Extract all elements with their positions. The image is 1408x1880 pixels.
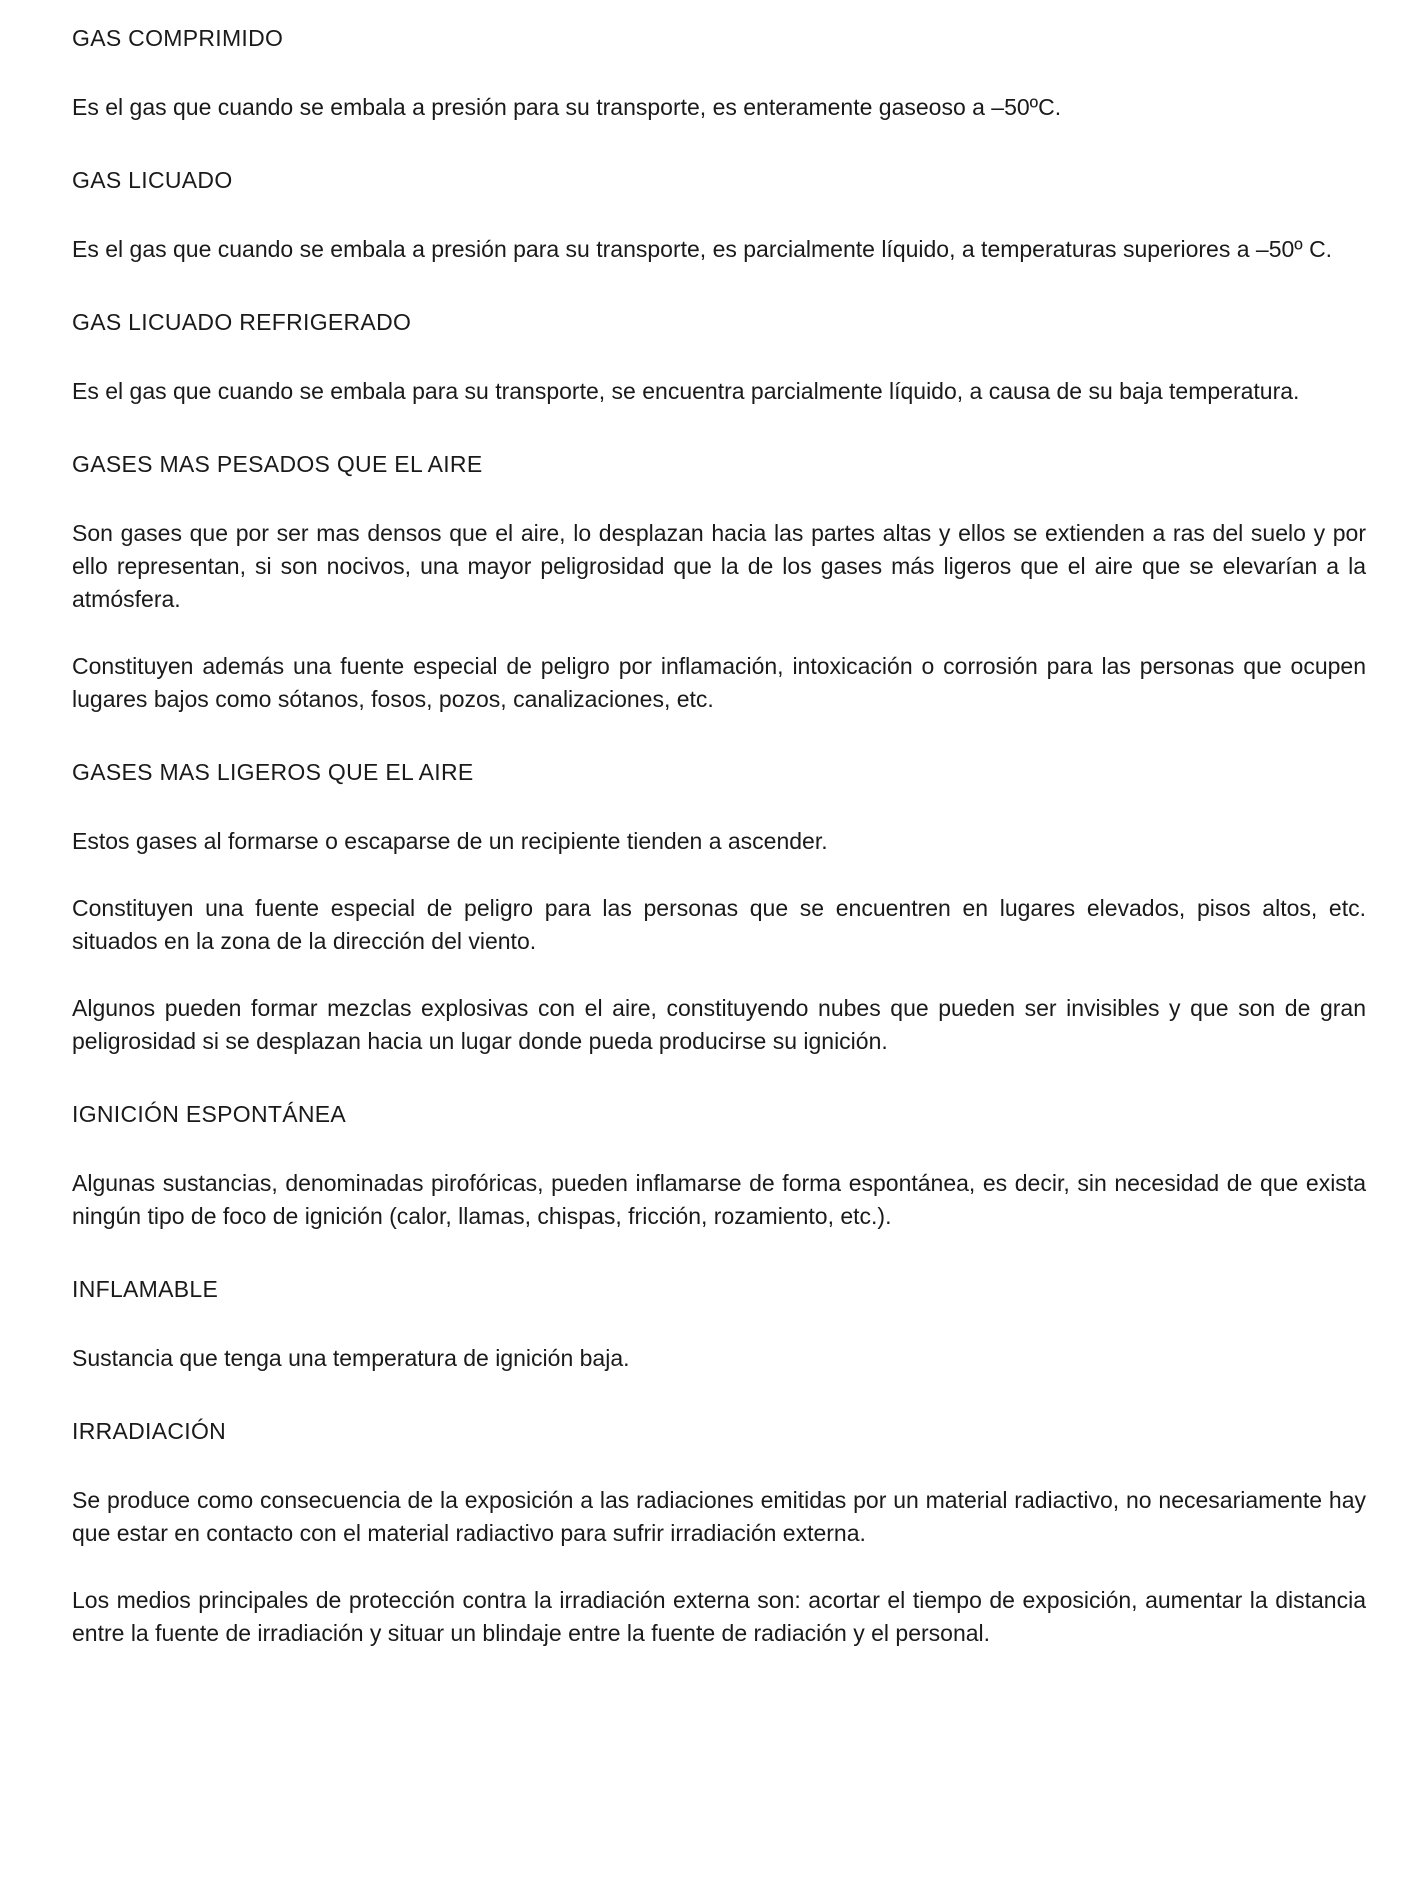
- entry-term: IRRADIACIÓN: [72, 1418, 227, 1444]
- entry-paragraph: Es el gas que cuando se embala a presión para su transporte, es enteramente gaseoso a –50ºC.: [72, 94, 1062, 120]
- glossary-entry: [72, 756, 1366, 1058]
- glossary-entry: [72, 1273, 1366, 1375]
- entry-term: IGNICIÓN ESPONTÁNEA: [72, 1101, 347, 1127]
- entry-paragraph: Es el gas que cuando se embala para su transporte, se encuentra parcialmente líquido, a causa de su baja temperatura.: [72, 378, 1300, 404]
- entry-term: GAS LICUADO: [72, 167, 233, 193]
- glossary-entry: [72, 448, 1366, 716]
- glossary-entry: [72, 22, 1366, 124]
- glossary-entry: [72, 1415, 1366, 1650]
- entry-paragraph: Constituyen además una fuente especial de peligro por inflamación, intoxicación o corrosión para las personas que ocupen lugares bajos como sótanos, fosos, pozos, canalizaciones, etc.: [72, 653, 1366, 712]
- entry-paragraph: Algunas sustancias, denominadas pirofóricas, pueden inflamarse de forma espontánea, es decir, sin necesidad de que exista ningún tipo de foco de ignición (calor, llamas, chispas, fricción, rozamiento, etc.).: [72, 1170, 1366, 1229]
- entry-term: GASES MAS PESADOS QUE EL AIRE: [72, 451, 483, 477]
- glossary-page: [72, 22, 1366, 1690]
- entry-paragraph: Son gases que por ser mas densos que el aire, lo desplazan hacia las partes altas y ellos se extienden a ras del suelo y por ello representan, si son nocivos, una mayor peligrosidad que la de los gases más ligeros que el aire que se elevarían a la atmósfera.: [72, 520, 1366, 612]
- entry-paragraph: Los medios principales de protección contra la irradiación externa son: acortar el tiempo de exposición, aumentar la distancia entre la fuente de irradiación y situar un blindaje entre la fuente de radiación y el personal.: [72, 1587, 1366, 1646]
- entry-paragraph: Constituyen una fuente especial de peligro para las personas que se encuentren en lugares elevados, pisos altos, etc. situados en la zona de la dirección del viento.: [72, 895, 1366, 954]
- entry-term: INFLAMABLE: [72, 1276, 219, 1302]
- entry-term: GAS COMPRIMIDO: [72, 25, 284, 51]
- entry-paragraph: Estos gases al formarse o escaparse de un recipiente tienden a ascender.: [72, 828, 828, 854]
- entry-paragraph: Sustancia que tenga una temperatura de ignición baja.: [72, 1345, 630, 1371]
- glossary-entry: [72, 1098, 1366, 1233]
- entry-term: GASES MAS LIGEROS QUE EL AIRE: [72, 759, 474, 785]
- entry-term: GAS LICUADO REFRIGERADO: [72, 309, 412, 335]
- entry-paragraph: Algunos pueden formar mezclas explosivas con el aire, constituyendo nubes que pueden ser invisibles y que son de gran peligrosidad si se desplazan hacia un lugar donde pueda producirse su ignición.: [72, 995, 1366, 1054]
- glossary-entry: [72, 306, 1366, 408]
- glossary-entry: [72, 164, 1366, 266]
- entry-paragraph: Es el gas que cuando se embala a presión para su transporte, es parcialmente líquido, a temperaturas superiores a –50º C.: [72, 236, 1333, 262]
- entry-paragraph: Se produce como consecuencia de la exposición a las radiaciones emitidas por un material radiactivo, no necesariamente hay que estar en contacto con el material radiactivo para sufrir irradiación externa.: [72, 1487, 1366, 1546]
